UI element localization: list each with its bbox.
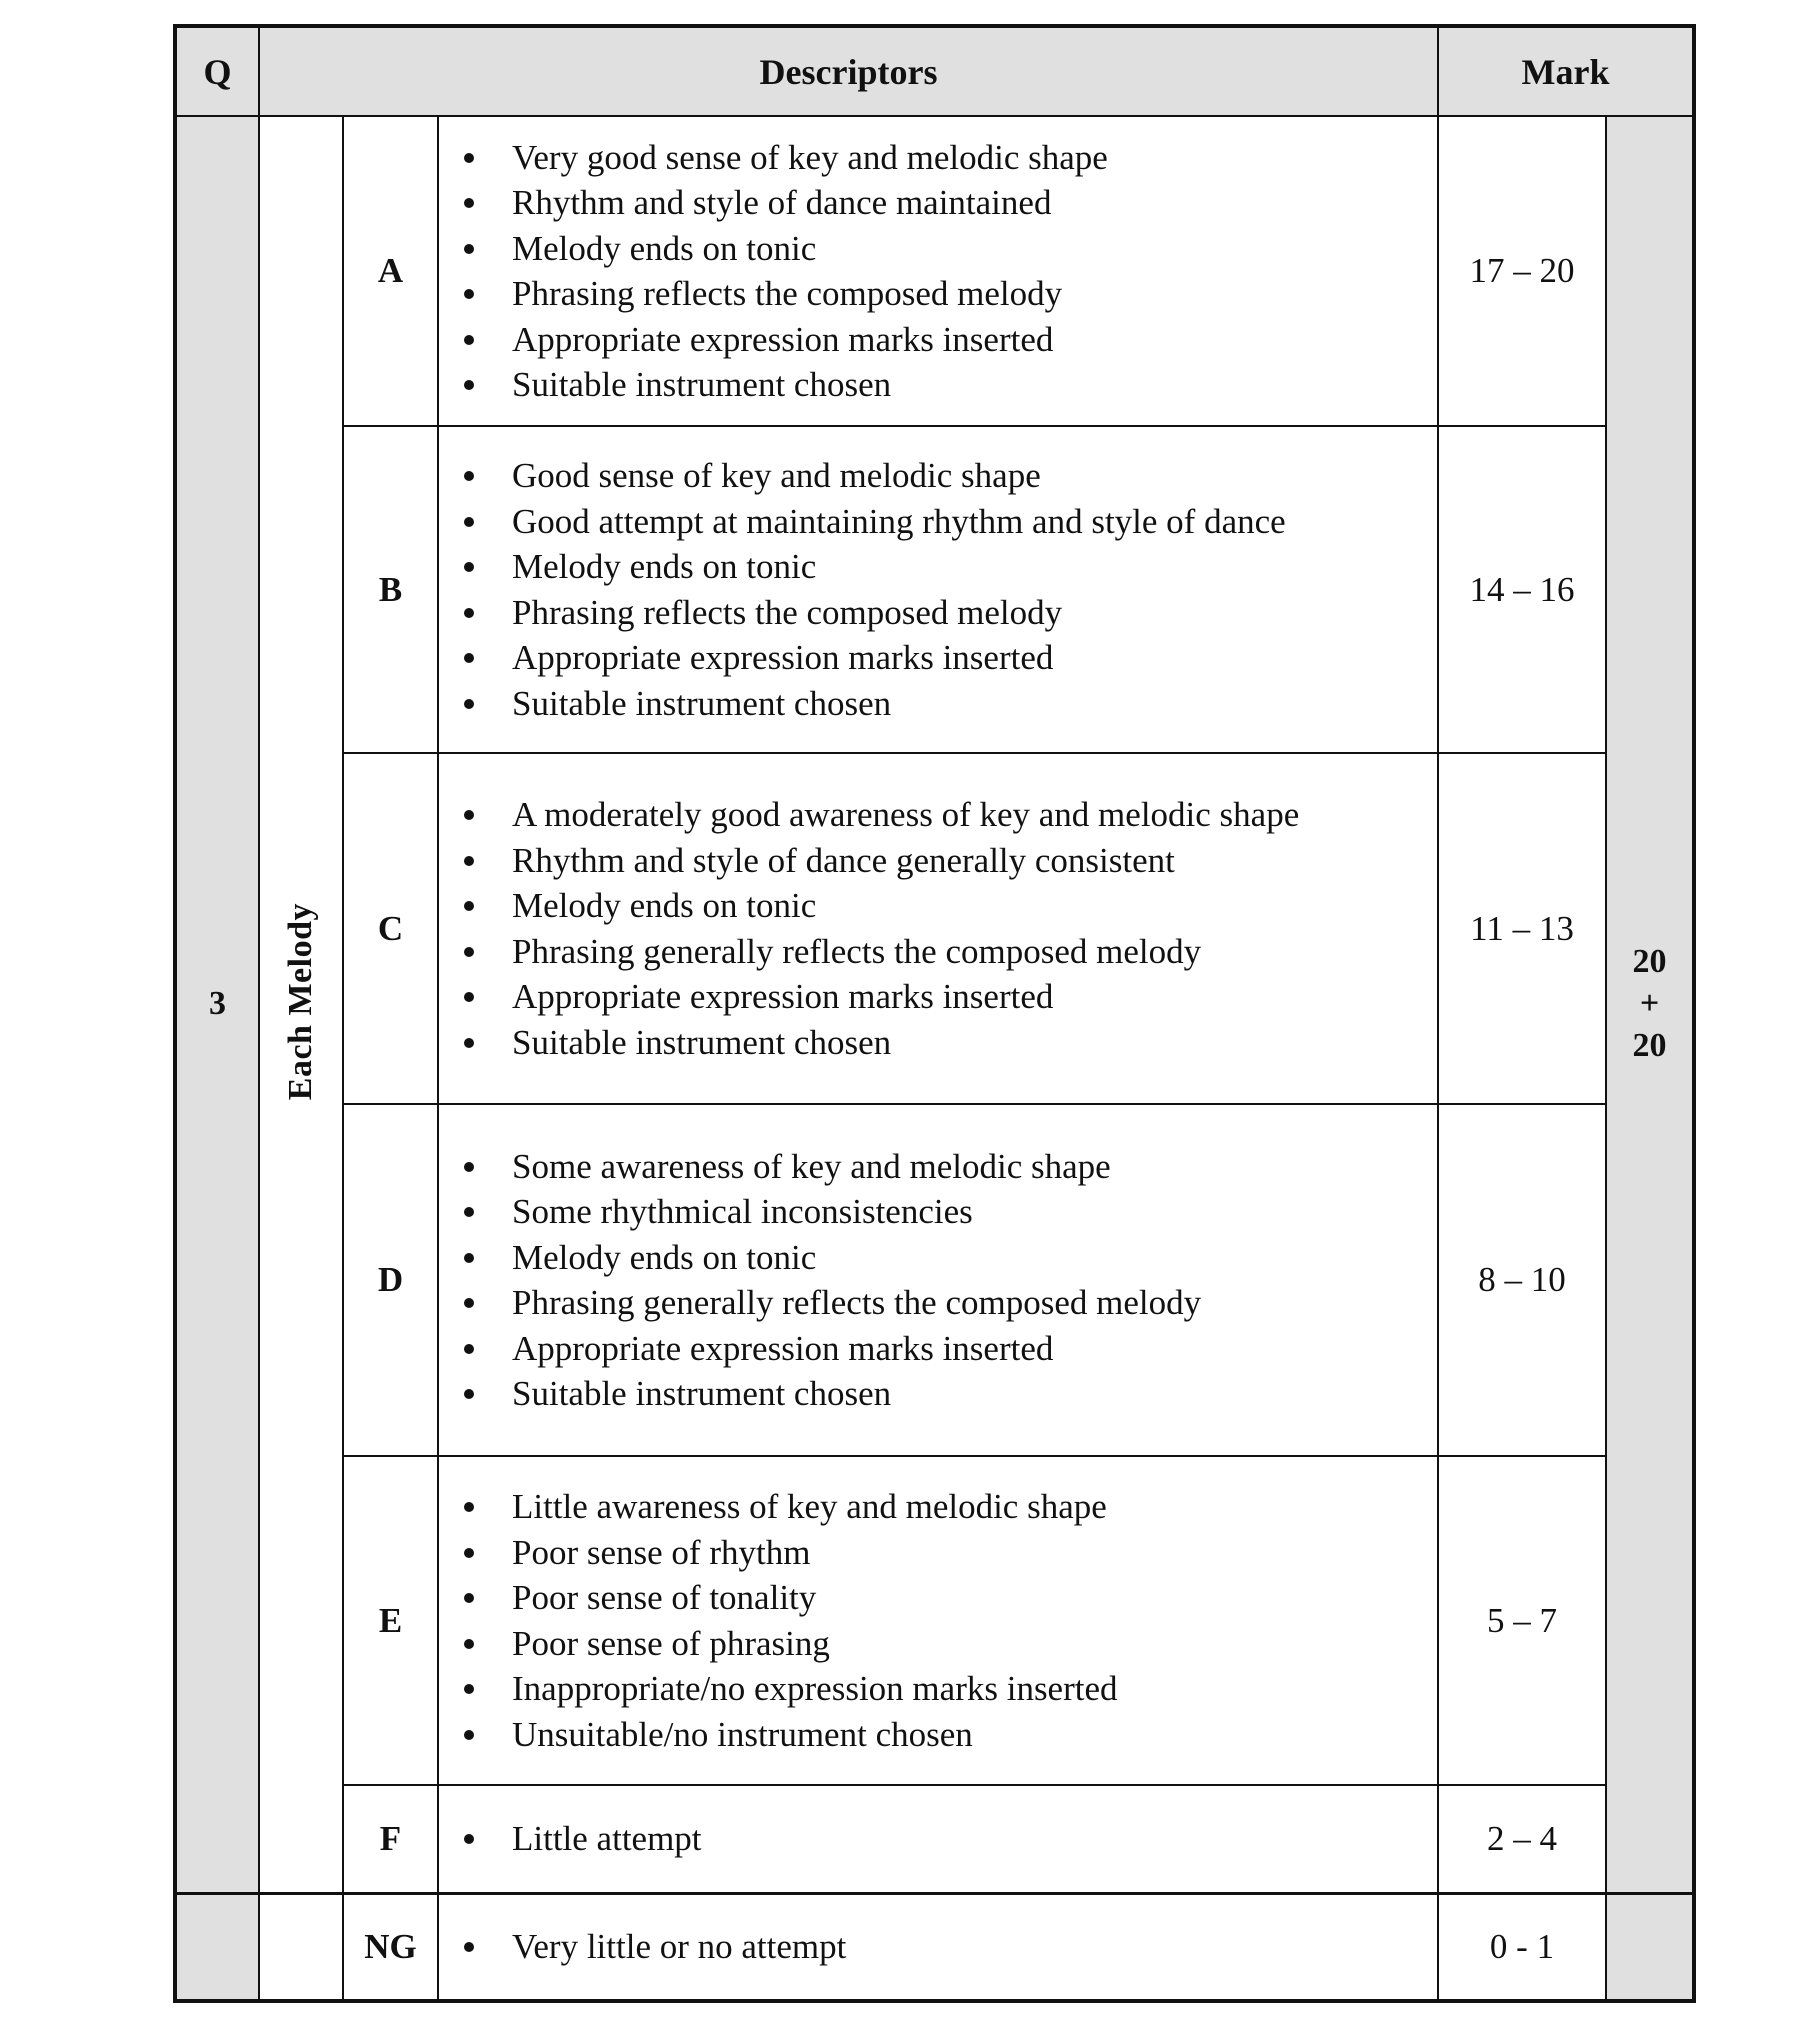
descriptor-item: Phrasing generally reflects the composed melody: [453, 1280, 1429, 1326]
descriptor-item: Melody ends on tonic: [453, 226, 1429, 272]
descriptor-cell: [438, 426, 1438, 753]
descriptor-item: Phrasing generally reflects the composed melody: [453, 929, 1429, 975]
grade-label: A: [343, 116, 438, 426]
grade-label: E: [343, 1456, 438, 1785]
marking-scheme-sheet: [173, 24, 1692, 2003]
band-row-d: [175, 1104, 1694, 1456]
empty-q-cell: [175, 1893, 259, 2001]
mark-range: 2 – 4: [1438, 1785, 1606, 1893]
descriptor-item: Suitable instrument chosen: [453, 362, 1429, 408]
band-row-a: [175, 116, 1694, 426]
descriptor-list: [453, 1144, 1429, 1417]
descriptor-item: Melody ends on tonic: [453, 1235, 1429, 1281]
descriptor-item: Rhythm and style of dance maintained: [453, 180, 1429, 226]
descriptor-item: Very good sense of key and melodic shape: [453, 135, 1429, 181]
descriptor-cell: [438, 1893, 1438, 2001]
mark-range: 17 – 20: [1438, 116, 1606, 426]
descriptor-cell: [438, 753, 1438, 1104]
total-first: 20: [1632, 943, 1667, 981]
descriptor-list: [453, 1484, 1429, 1757]
descriptor-item: Little attempt: [453, 1816, 1429, 1862]
descriptor-list: [453, 453, 1429, 726]
descriptor-item: Unsuitable/no instrument chosen: [453, 1712, 1429, 1758]
descriptor-item: Phrasing reflects the composed melody: [453, 590, 1429, 636]
descriptor-item: Appropriate expression marks inserted: [453, 974, 1429, 1020]
descriptor-item: Some rhythmical inconsistencies: [453, 1189, 1429, 1235]
marking-scheme-table: [173, 24, 1696, 2003]
descriptor-item: Poor sense of tonality: [453, 1575, 1429, 1621]
descriptor-item: Poor sense of rhythm: [453, 1530, 1429, 1576]
header-mark: Mark: [1438, 26, 1694, 116]
descriptor-item: Melody ends on tonic: [453, 883, 1429, 929]
grade-label: C: [343, 753, 438, 1104]
descriptor-item: Little awareness of key and melodic shape: [453, 1484, 1429, 1530]
grade-label: NG: [343, 1893, 438, 2001]
descriptor-item: Very little or no attempt: [453, 1924, 1429, 1970]
band-row-e: [175, 1456, 1694, 1785]
band-row-c: [175, 753, 1694, 1104]
descriptor-list: [453, 792, 1429, 1065]
descriptor-item: Good attempt at maintaining rhythm and style of dance: [453, 499, 1429, 545]
total-plus: +: [1639, 985, 1660, 1023]
descriptor-item: Poor sense of phrasing: [453, 1621, 1429, 1667]
descriptor-item: Some awareness of key and melodic shape: [453, 1144, 1429, 1190]
descriptor-item: Appropriate expression marks inserted: [453, 635, 1429, 681]
header-descriptors: Descriptors: [259, 26, 1438, 116]
grade-label: B: [343, 426, 438, 753]
band-row-ng: [175, 1893, 1694, 2001]
descriptor-list: [453, 1816, 1429, 1862]
mark-range: 0 - 1: [1438, 1893, 1606, 2001]
descriptor-item: Suitable instrument chosen: [453, 1371, 1429, 1417]
grade-label: F: [343, 1785, 438, 1893]
band-row-f: [175, 1785, 1694, 1893]
question-total: [1606, 116, 1694, 1893]
descriptor-item: Melody ends on tonic: [453, 544, 1429, 590]
descriptor-item: Phrasing reflects the composed melody: [453, 271, 1429, 317]
mark-range: 14 – 16: [1438, 426, 1606, 753]
descriptor-item: Appropriate expression marks inserted: [453, 317, 1429, 363]
descriptor-item: A moderately good awareness of key and melodic shape: [453, 792, 1429, 838]
descriptor-item: Good sense of key and melodic shape: [453, 453, 1429, 499]
mark-range: 11 – 13: [1438, 753, 1606, 1104]
band-row-b: [175, 426, 1694, 753]
descriptor-cell: [438, 1785, 1438, 1893]
group-label-cell: [259, 116, 343, 1893]
descriptor-item: Appropriate expression marks inserted: [453, 1326, 1429, 1372]
header-row: [175, 26, 1694, 116]
descriptor-item: Suitable instrument chosen: [453, 681, 1429, 727]
descriptor-cell: [438, 116, 1438, 426]
empty-group-cell: [259, 1893, 343, 2001]
question-number: 3: [175, 116, 259, 1893]
group-label: Each Melody: [282, 903, 319, 1101]
header-q: Q: [175, 26, 259, 116]
descriptor-item: Rhythm and style of dance generally consistent: [453, 838, 1429, 884]
descriptor-item: Suitable instrument chosen: [453, 1020, 1429, 1066]
descriptor-list: [453, 135, 1429, 408]
descriptor-cell: [438, 1456, 1438, 1785]
descriptor-cell: [438, 1104, 1438, 1456]
total-second: 20: [1632, 1027, 1667, 1065]
mark-range: 8 – 10: [1438, 1104, 1606, 1456]
empty-total-cell: [1606, 1893, 1694, 2001]
grade-label: D: [343, 1104, 438, 1456]
descriptor-list: [453, 1924, 1429, 1970]
descriptor-item: Inappropriate/no expression marks inserted: [453, 1666, 1429, 1712]
mark-range: 5 – 7: [1438, 1456, 1606, 1785]
